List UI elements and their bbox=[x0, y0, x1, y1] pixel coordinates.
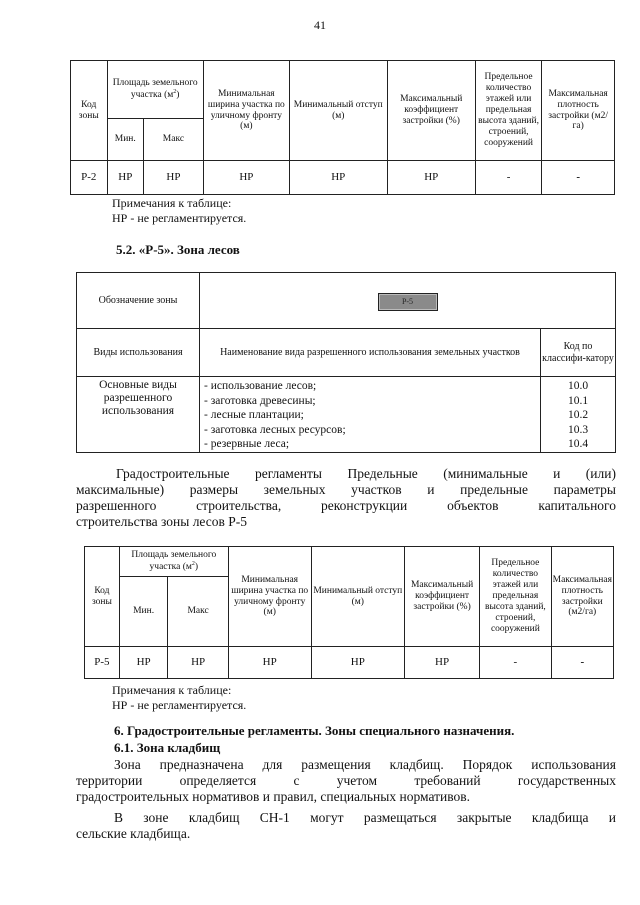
t2-zone-badge-cell bbox=[200, 273, 616, 329]
list-item: - заготовка лесных ресурсов; bbox=[204, 423, 346, 436]
t1-density-header: Максимальная плотность застройки (м2/га) bbox=[542, 61, 615, 161]
para-line: разрешенного строительства, реконструкции объектов капитального bbox=[76, 498, 616, 513]
t2-zone-label: Обозначение зоны bbox=[77, 273, 200, 329]
note-line: Примечания к таблице: bbox=[112, 683, 232, 697]
t1-area-header: Площадь земельного участка $(м^2)$ bbox=[107, 61, 203, 119]
t3-cell: - bbox=[480, 647, 551, 679]
table-p2-parameters bbox=[70, 60, 615, 195]
section-title-p5: 5.2. «Р-5». Зона лесов bbox=[116, 242, 240, 257]
t1-cell: НР bbox=[203, 161, 289, 195]
t3-offset-header: Минимальный отступ (м) bbox=[311, 547, 404, 647]
t1-min-header: Мин. bbox=[107, 119, 144, 161]
t3-min-header: Мин. bbox=[119, 577, 168, 647]
paragraph3 bbox=[76, 810, 616, 842]
t3-cell: НР bbox=[168, 647, 228, 679]
para-line: строительства зоны лесов Р-5 bbox=[76, 514, 248, 529]
para-line: Зона предназначена для размещения кладбищ. Порядок использования bbox=[114, 757, 616, 772]
table-row bbox=[85, 647, 614, 679]
page-number: 41 bbox=[314, 18, 326, 32]
para-line: В зоне кладбищ СН-1 могут размещаться закрытые кладбища и bbox=[114, 810, 616, 825]
t3-cell: НР bbox=[228, 647, 311, 679]
note-line: Примечания к таблице: bbox=[112, 196, 232, 210]
code-item: 10.2 bbox=[567, 409, 589, 421]
t1-floors-header: Предельное количество этажей или предельная высота зданий, строений, сооружений bbox=[475, 61, 541, 161]
t1-width-header: Минимальная ширина участка по уличному фронту (м) bbox=[203, 61, 289, 161]
para-line: градостроительных нормативов и правил, специальных нормативов. bbox=[76, 789, 470, 804]
t3-cell: - bbox=[551, 647, 613, 679]
t3-width-header: Минимальная ширина участка по уличному фронту (м) bbox=[228, 547, 311, 647]
heading-6: 6. Градостроительные регламенты. Зоны специального назначения. bbox=[114, 723, 515, 738]
t3-area-header: Площадь земельного участка $(м^2)$ bbox=[119, 547, 228, 577]
list-item: - заготовка древесины; bbox=[204, 394, 316, 407]
table-p5-uses bbox=[76, 272, 616, 453]
list-item: - резервные леса; bbox=[204, 438, 290, 450]
t1-cell: НР bbox=[144, 161, 204, 195]
paragraph2 bbox=[76, 757, 616, 805]
note-line: НР - не регламентируется. bbox=[112, 698, 247, 712]
t3-floors-header: Предельное количество этажей или предельная высота зданий, строений, сооружений bbox=[480, 547, 551, 647]
para-line: максимальные) размеры земельных участков и предельные параметры bbox=[76, 482, 616, 497]
t2-name-header: Наименование вида разрешенного использования земельных участков bbox=[200, 329, 541, 377]
para-line: территории определяется с учетом требований государственных bbox=[76, 773, 616, 788]
t1-cell: - bbox=[475, 161, 541, 195]
code-item: 10.0 bbox=[567, 380, 589, 392]
t3-cell: НР bbox=[311, 647, 404, 679]
t1-cell: НР bbox=[289, 161, 387, 195]
t2-code-header: Код по классифи-катору bbox=[541, 329, 616, 377]
t1-cell: - bbox=[542, 161, 615, 195]
t1-cell: НР bbox=[107, 161, 144, 195]
list-item: - использование лесов; bbox=[204, 380, 317, 392]
notes2 bbox=[112, 683, 246, 713]
zone-badge: Р-5 bbox=[378, 293, 438, 311]
code-item: 10.4 bbox=[567, 438, 589, 450]
t3-max-header: Макс bbox=[168, 577, 228, 647]
heading-6-1: 6.1. Зона кладбищ bbox=[114, 740, 221, 755]
t3-cell: Р-5 bbox=[85, 647, 120, 679]
t3-coef-header: Максимальный коэффициент застройки (%) bbox=[405, 547, 480, 647]
t3-cell: НР bbox=[405, 647, 480, 679]
note-line: НР - не регламентируется. bbox=[112, 211, 247, 225]
list-item: - лесные плантации; bbox=[204, 409, 304, 421]
code-item: 10.1 bbox=[567, 394, 589, 407]
t1-offset-header: Минимальный отступ (м) bbox=[289, 61, 387, 161]
code-item: 10.3 bbox=[567, 423, 589, 436]
t2-names bbox=[200, 377, 541, 453]
t1-coef-header: Максимальный коэффициент застройки (%) bbox=[387, 61, 475, 161]
t3-cell: НР bbox=[119, 647, 168, 679]
t1-code-header: Код зоны bbox=[71, 61, 108, 161]
para-line: сельские кладбища. bbox=[76, 826, 191, 841]
t2-kinds-header: Виды использования bbox=[77, 329, 200, 377]
t2-codes bbox=[541, 377, 616, 453]
t1-cell: НР bbox=[387, 161, 475, 195]
t1-max-header: Макс bbox=[144, 119, 204, 161]
paragraph1 bbox=[76, 466, 616, 530]
notes1 bbox=[112, 196, 246, 226]
table-p5-parameters bbox=[84, 546, 614, 679]
para-line: Градостроительные регламенты Предельные (минимальные и (или) bbox=[116, 466, 616, 481]
table-row bbox=[71, 161, 615, 195]
t3-code-header: Код зоны bbox=[85, 547, 120, 647]
t3-density-header: Максимальная плотность застройки (м2/га) bbox=[551, 547, 613, 647]
t1-cell: Р-2 bbox=[71, 161, 108, 195]
t2-main-kinds: Основные виды разрешенного использования bbox=[77, 377, 200, 453]
